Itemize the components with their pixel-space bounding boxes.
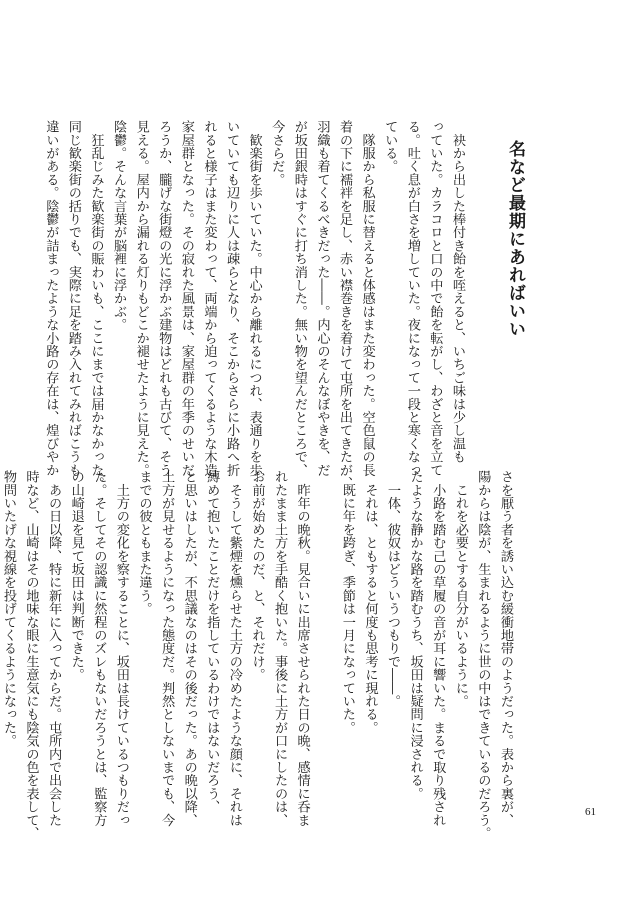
text-line: 隊服から私服に替えると体感はまた変わった。空色鼠の長 — [359, 120, 375, 477]
text-line: 土方が見せるようになった態度だ。判然としないまでも、今 — [159, 470, 175, 827]
text-line: それは、ともすると何度も思考に現れる。 — [362, 470, 378, 734]
text-line: 着の下に襦袢を足し、赤い襟巻きを着けて屯所を出てきたが、 — [337, 120, 353, 490]
text-line: 縛めて抱いたことだけを指しているわけではないだろう、 — [204, 470, 220, 814]
text-line: たような静かな路を踏むうち、坂田は疑問に浸される。 — [407, 470, 423, 800]
text-block-bottom — [0, 470, 516, 840]
text-line: 一体、彼奴はどういうつもりで――。 — [385, 470, 401, 708]
text-line: た。そしてその認識に然程のズレもないだろうとは、監察方 — [91, 470, 107, 827]
text-line: の山崎退を見て坂田は判断できた。 — [68, 470, 84, 682]
text-line: 羽織も着てくるべきだった――。内心のそんなぼやきを、だ — [314, 120, 330, 477]
chapter-title: 名など最期にあればいい — [505, 140, 525, 338]
text-line: さを厭う者を誘い込む緩衝地帯のようだった。表から裏が、 — [498, 470, 513, 827]
text-line: までの彼ともまた違う。 — [136, 470, 152, 616]
text-line: 違いがある。陰鬱が詰まったような小路の存在は、煌びやか — [43, 120, 59, 477]
text-line — [313, 470, 336, 815]
text-line: 見える。屋内から漏れる灯りもどこか褪せたように見えた。 — [133, 120, 149, 477]
text-line: 家屋群となった。その寂れた風景は、家屋群の年季のせいだ — [178, 120, 194, 477]
text-line: 昨年の晩秋。見合いに出席させられた日の晩、感情に呑ま — [294, 470, 310, 827]
text-line: ている。 — [382, 120, 398, 173]
text-line: 土方の変化を察することに、坂田は長けているつもりだっ — [113, 470, 129, 827]
text-line: れると様子はまた変わって、両端から迫ってくるような木造 — [201, 120, 217, 477]
text-line: お前が始めたのだ、と、それだけ。 — [249, 470, 265, 682]
page-number: 61 — [585, 806, 596, 818]
text-line: と思いはしたが、不思議なのはその後だった。あの晩以降、 — [181, 470, 197, 827]
text-line: 狂乱じみた歓楽街の賑わいも、ここにまでは届かなかった。 — [88, 120, 104, 490]
text-line: これを必要とする自分がいるように。 — [452, 470, 468, 708]
text-line: 同じ歓楽街の括りでも、実際に足を踏み入れてみればこうも — [65, 120, 81, 477]
text-line: っていた。カラコロと口の中で飴を転がし、わざと音を立て — [427, 120, 443, 477]
text-line: ろうか、朧げな街燈の光に浮かぶ建物はどれも古びて、そう — [156, 120, 172, 477]
text-line: れたまま土方を手酷く抱いた。事後に土方が口にしたのは、 — [272, 470, 288, 827]
text-line: 歓楽街を歩いていた。中心から離れるにつれ、表通りを歩 — [246, 120, 262, 477]
text-line: 既に年を跨ぎ、季節は一月になっていた。 — [339, 470, 355, 734]
text-line: 陰鬱。そんな言葉が脳裡に浮かぶ。 — [111, 120, 127, 332]
text-line: 小路を踏む己の草履の音が耳に響いた。まるで取り残され — [430, 470, 446, 827]
text-line: 時など、山崎はその地味な眼に生意気にも陰気の色を表して、 — [23, 470, 39, 840]
text-line: が坂田銀時はすぐに打ち消した。無い物を望んだところで、 — [291, 120, 307, 477]
text-line: 今さらだ。 — [269, 120, 285, 186]
text-block-top — [43, 120, 468, 490]
text-line: いていても辺りに人は疎らとなり、そこからさらに小路へ折 — [224, 120, 240, 477]
text-line: 陽からは陰が、生まれるように世の中はできているのだろう。 — [475, 470, 491, 840]
text-line: 物問いたげな視線を投げてくるようになった。 — [0, 470, 16, 748]
text-line: そうして紫煙を燻らせた土方の冷めたような顔に、それは — [226, 470, 242, 827]
text-line: る。吐く息が白さを増していた。夜になって一段と寒くなっ — [404, 120, 420, 477]
text-line: 袂から出した棒付き飴を咥えると、いちご味は少し温も — [450, 120, 465, 464]
text-line: あの日以降、特に新年に入ってからだ。屯所内で出会した — [46, 470, 62, 827]
